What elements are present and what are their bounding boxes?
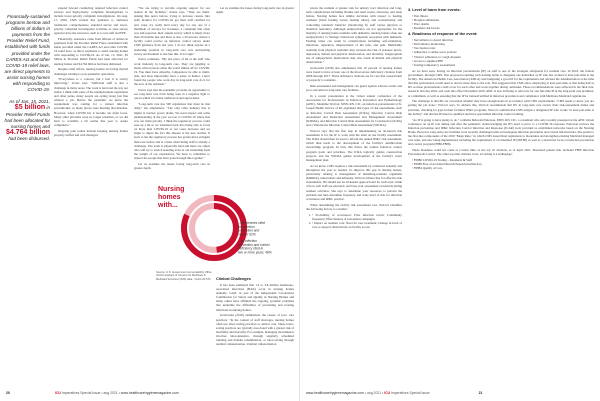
paragraph: expand beyond conducting targeted infection control surveys and high-priority complaint investigations to include lower-priority complaint investigations. On Aug. 17, 2020, CMS revised this guidance to authorize traditional, comprehensive, standard survey and lower-priority complaint investigation activities as state survey agencies have the resources, such as to test staff and PPE. <box>54 6 128 35</box>
paragraph: When determining the facility risk assessment tool, Wolcott identifies the following factors to consider: <box>306 202 402 211</box>
chart-label-a: ...deficiencies cited for infection prevention and control: 82% <box>238 221 265 237</box>
right-column-a <box>306 6 402 386</box>
left-column-c-top <box>216 6 294 166</box>
list-heading: 4. Readiness of response of the event: <box>408 32 478 37</box>
paragraph: Torres continues, "My last piece of hit at the staff who work tirelessly in long-term care. They are juggling so many critical pieces when the world shined off for COVID-19. You must have empathy, compassion, be able to multi-task, and most importantly have a sense of humor. I have found the people who work day in long-term care do it for the love of the residents." <box>134 57 210 87</box>
footer-right <box>306 391 594 395</box>
list-item: • Visitors' adherence to cough etiquette <box>412 55 594 59</box>
list-item: • Prior deaths <box>412 22 594 26</box>
donut-chart-svg <box>156 172 290 268</box>
list-item: • Access to supplies/PPE <box>412 59 594 63</box>
paragraph: Grabowski (2018) also emphasizes that 16 percent of nursing homes were found to have at least one of the most severe deficiency citations from 2006 through 2017. These deficiency citations are for care that caused harm or jeopardy to residents. <box>306 65 402 83</box>
paragraph: In a recent presentation at the virtual annual conference of the Association for Professionals in Infection Prevention and Epidemiology (APIC), Madeline Wolcott, MSN, RN, CIC, an infection preventionist at St. Joseph Health Service of RI, explained that types of risk assessments, such as Infection Control Risk Assessment (ICRA), Infection Control Risk Assessment and Reduction Assessment and Management Assessment (ICRMA), and Infection Control Risk Assessment for Construction (ICRA) and a Waterborne Infection Control Risk Assessment (WICRA). <box>306 93 402 127</box>
paragraph: Let us examine the issues facing long-term care in greater depth. <box>216 6 294 15</box>
factor-list <box>306 213 402 230</box>
paragraph: As we have seen, having an infection preventionist (IP) on staff is one of the strongest safeguards for resident care. In 2016, the federal government, through CMS, first proposed requiring each nursing home to designate one individual as IP who has worked at least part-time at the facility. The American Health Care Association (AHCA) said budgeting a good IP for the requirement and advised the Administration at the time that this professional would need to devote more time to the role. This suggested that CMS allow employing at least part-time or that being half as IPs as these professionals could cover for each other and work together during outbreaks. These recommendations were reflected in the final rule, issued in October 2016, and went into effect November 2019. APIC is also lobbying to advocate for one full-time IP in the long-term care premises; at a minimum, as well as ensuring that the IP be trained/certified in infection prevention and compliance with Medicare-Medicaid regulations. <box>408 68 594 98</box>
paragraph: The challenge is that IPs are concerned whether they have enough hours in accordance with CMS requirements. "CMS needs to know you are getting the job done," Wolcott says. To address this, Wolcott recommends that IPs in long-term care review their risk-assessment duties and priorities, checking for gaps in their facilities' IP&C programs. Wolcott confirms that CMS assigns a designated IP who works "at least part-time at the facility" and that the IP must be qualified and have specialized infection control training. <box>408 99 594 116</box>
donut-chart <box>156 172 290 268</box>
paragraph: Grabowski (2018) summarizes the causes of poor care practices: "In the context of staff shortages, nursing homes often use labor-saving practices to deliver care. These labor-saving practices are typically associated with a greater risk of morbidity and mortality. For example, managing incontinence involves labor-intensive, through regularly scheduled toileting and bladder rehabilitation, or labor-saving through urethral catheterization. Urethral catheterization <box>216 313 294 347</box>
readiness-list <box>408 38 594 67</box>
pull-quote-date: As of Jan. 15, 2021, <box>9 99 50 105</box>
pull-quote-amount-allocated: $5 billion <box>14 104 46 112</box>
pull-quote-disbursed-text: had been disbursed. <box>8 135 50 141</box>
page-number-left: 20 <box>6 391 10 395</box>
paragraph: As we know, CMS requires a risk assessment be conducted annually and throughout the year as needed. To improve this gap in nursing homes, particularly relating to management of multidrug-resistant organisms (MDROs), tuberculosis and influenza, Wolcott advises that for effective risk assessments, IPs should use an all-hazard approach and for each topic, think of how well staff are educated, and base your assessment on hazards during resident activities. She says to determine your resources to prevent the problem and then determine frequency and scale level of risk for infection occurrence and IP&C practice. <box>306 163 402 201</box>
list-item: • Testing/competency assessments <box>412 63 594 67</box>
list-item: • F0689 Free of Accident Hazards/Supervision/Devices <box>412 162 594 166</box>
citations-list <box>408 158 594 170</box>
paragraph: It has been estimated that 1.4 to 3.8 million healthcare-associated infections (HAIs) occur in nursing homes annually. GAO, as part of the Independent Coronavirus Commission for Safety and Quality in Nursing Homes and many others have affirmed the ongoing, systemic problems that underline the difficulties of preventing and treating infections in nursing homes. <box>216 282 294 312</box>
paragraph: Financially, assistance came from billions of dollars in payments from the Provider Relief Fund, established with funds provided under the CARES Act and other COVID-19 relief laws, as direct payments to assist nursing homes with responding to COVID-19. As of Jan. 15, 2021, $5 billion in Provider Relief Funds had been allocated for nursing homes and $4.764 billion had been disbursed. <box>54 36 128 66</box>
paragraph: Despite relief efforts, nursing homes are facing myriad challenges relating to post-pandemic operations. <box>54 67 128 76</box>
list-item: • Adherence to strike-wave policies <box>412 50 594 54</box>
publication-name-left: ICU Imperatives Special Issue <box>55 391 101 395</box>
left-column-c-bottom <box>216 275 294 383</box>
list-item: • Surveillance to detect infection <box>412 38 594 42</box>
website-url-right: www.healthcarehygienemagazine.com <box>306 391 364 395</box>
list-item: • Vaccination rates <box>412 46 594 50</box>
harm-list <box>408 14 594 31</box>
list-item: • Resident risk factors <box>412 26 594 30</box>
publication-name-right: ICU Imperatives Special Issue <box>384 391 430 395</box>
paragraph: Wolcott says that the first step in implementing an all-hazard risk assessment is for the IP to work with the team on the facility assessment. The ICRA should then be used to inform the annual IP&C risk assessment, which then leads to the development of the facility's antimicrobial stewardship program. In turn, this drives the written infection control program goals and priorities. The ICRA logically guides construction projects, and the WICRA guides development of the facility's water management plan. <box>306 128 402 162</box>
paragraph: Those mandates could not come at a better time, as the top 10 citations, as of April 2021, illustrated patient risk, included F880 Infection Prevention & Control. The other top nine citations were, according to LeadingAge: <box>408 148 594 157</box>
chart-title: Nursing homes with... <box>158 186 185 209</box>
pull-quote-amount-disbursed: $4.764 billion <box>6 128 50 136</box>
issue-date-left: • aug 2021 • <box>101 391 120 395</box>
list-item: • F0880 COVID-19 Testing – Residents & Staff <box>412 158 594 162</box>
section-heading: Clinical Challenges <box>216 277 251 281</box>
paragraph: Torres says that the pandemic provides an opportunity to see long-term care from being seen in a negative light to one in which it is better understood and appreciated. <box>134 88 210 101</box>
list-item: • Past illness <box>412 14 594 18</box>
list-item: • 1. Probability of occurrence: Prior infection levels; Community frequency; Effectiveness of prevention campaigns <box>312 213 402 221</box>
list-heading: 3. Level of harm from events: <box>408 8 461 12</box>
pull-quote <box>4 14 50 142</box>
right-page <box>300 0 600 401</box>
paragraph: "Everywhere is a concern, but I feel it is slowly improving," Torres says. "Sufficient staff is also a challenge in many areas. The work is hard and the pay not stellar. I think with some of the unemployment regulations and other perks, many people are opting along just fine without a job. Before the pandemic we knew the requirement was coming for a trained infection preventionist, so many places were meeting that mandate. However, when COVID hit, it became our main focus. Many other priorities were no longer priorities, so we did have to scramble a bit earlier this year to assure compliance." <box>54 77 128 127</box>
paragraph: Let us examine the issues facing long-term care in greater depth. <box>134 162 210 171</box>
list-item: • F0884 Quality of Care <box>412 166 594 170</box>
paragraph: Ongoing pain points include keeping nursing homes properly staffed and well managed. <box>54 128 128 137</box>
paragraph: "Long-term care has 500 regulations that must be met daily," she emphasizes. "The only other industry that is higher is nuclear power plants. We need respect and some understanding of the year we lost to COVID-19 where that was our main priority. I think the regulatory process could ease up a bit so we transition back into being able to focus on more than COVID-19 as our cases decrease and we begin to digest the fact this disease is the new normal. It feels to me the regulatory process has gotten more stringent than ever before and at a time when hiring staff is already a challenge. The work is physically hard and there are others who will try to stretch standing even as our leadership feels the weight of our experiences. We have to remember to respect the people that have gone through this together." <box>134 102 210 161</box>
right-column-b <box>408 6 594 386</box>
list-item: • Performance monitoring <box>412 42 594 46</box>
list-item: • 2. Impact on resident care: Need for new treatment; Change in level of care or support; Restrictions on facility access <box>312 221 402 229</box>
paragraph: Risk assessment and management can guard against adverse events and poor outcomes in long-term care facilities. <box>306 84 402 93</box>
chart-source: Source: U.S. Government Accountability Office (GAO) analysis of Centers for Medicare & Medicaid Services (CMS) data. | GAO-20-576 <box>156 271 212 281</box>
pull-quote-allocated-text: in Provider Relief Funds had been allocated for nursing homes and <box>4 105 50 129</box>
footer-left <box>6 391 294 395</box>
website-url-left: www.healthcarehygienemagazine.com <box>120 391 179 395</box>
paragraph: places the resident at greater risk for urinary tract infection and long-term complications including bladder and renal stones, abscesses, and renal failure. Nursing homes face similar decisions with respect to feeding residents (hand feeding versus feeding tubes), and re-monitoring and controlling residents' behavior (monitoring by staff versus physical or chemical restraints). Although antipsychotics are not appropriate for the majority of nursing home residents with dementia, nursing homes often use antipsychotics to 'manage' behavioral symptoms associated with dementia. Feeding tubes can result in complications including self-extubation, infections, aspiration, misplacement of the tube, and pain. Immobility resulting from physical restraints may increase the risk of pressure ulcers, depression, mental and physical deterioration, and mortality. Inappropriate use of antipsychotic medications may also result in mental and physical deterioration." <box>306 6 402 65</box>
pull-quote-sidebar <box>4 14 50 142</box>
list-item: • Hospital admissions <box>412 18 594 22</box>
issue-date-right: • aug 2021 • <box>364 391 384 395</box>
chart-label-b: ...an infection prevention and control deficiency cited in two or more years: 48% <box>238 239 272 255</box>
paragraph: "We are trying to provide ongoing support for our leaders in the facilities," Kolen says. "They are multi-tasking like never before, trying to increase census, hire staff, monitor for COVID-19, get their staff certified for new roles, try really hard every day for any one of a multitude of surveys for licensure, a complaint that often was self-reported, their annual survey which is likely more than 20 months due and there is also a 20 percent chance a facility could receive an infection control survey under CMS guidance from last year. I do not think anyone in a leadership position in long-term care was anticipating survey environment to rise like this. It is tough." <box>134 6 210 56</box>
left-column-a <box>54 6 128 386</box>
paragraph: "As IP is going to have plenty to do," confirms Deborah Patterson, MSN, RN, CIC, a consultant who only recently presented at the APIC virtual conference on an IP role during and after the pandemic. Acknowledging the IP's need to pivot to a COVID-19 response, Patterson reviews the Infection prevention and IP&C Infection Control Infection and Response (ICAR) tools provided as established networks based on the Nursing Home. However, long-term care facilities were recently challenged with an inadequate infection prevention and control infrastructure. She points to the first-line components of the 2016 "Mega Rule," in which CMS issued final regulations to modernize and strengthen existing Medicaid managed care rules, and new being implemented, including the requirement of a formalized IP (483.80) as well as a structured focus on infection prevention and control program (F880-F886). <box>408 117 594 147</box>
page-number-right: 21 <box>478 391 483 395</box>
pull-quote-intro: Financially-sustained programs bestow and billions of dollars in payments from the Provider Relief Fund, established with funds provided under the CARES Act and other COVID-19 relief laws, are direct payments to assist nursing homes with responding to COVID-19. <box>4 14 50 93</box>
